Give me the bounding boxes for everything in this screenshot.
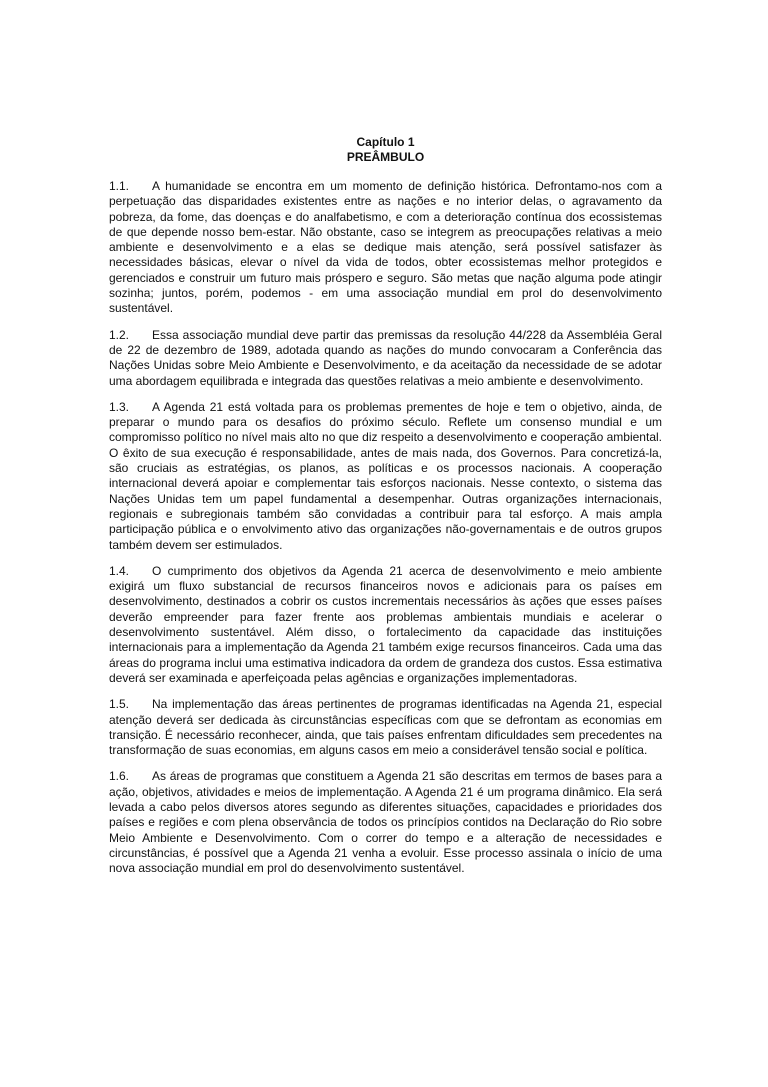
paragraph-number: 1.6. xyxy=(109,769,130,784)
document-page xyxy=(109,135,662,887)
paragraph-number: 1.3. xyxy=(109,399,130,414)
paragraph-number: 1.2. xyxy=(109,327,130,342)
chapter-title: PREÂMBULO xyxy=(346,150,425,164)
paragraph-text: As áreas de programas que constituem a Agenda 21 são descritas em termos de bases para a ação, objetivos, atividades e meios de implementação. A Agenda 21 é um programa dinâmico. Ela será levada a cabo pelos diversos atores segundo as diferentes situações, capacidades e prioridades dos países e regiões e com plena observância de todos os princípios contidos na Declaração do Rio sobre Meio Ambiente e Desenvolvimento. Com o correr do tempo e a alteração de necessidades e circunstâncias, é possível que a Agenda 21 venha a evoluir. Esse processo assinala o início de uma nova associação mundial em prol do desenvolvimento sustentável. xyxy=(109,769,662,876)
paragraph-text: Essa associação mundial deve partir das premissas da resolução 44/228 da Assembléia Geral de 22 de dezembro de 1989, adotada quando as nações do mundo convocaram a Conferência das Nações Unidas sobre Meio Ambiente e Desenvolvimento, e da aceitação da necessidade de se adotar uma abordagem equilibrada e integrada das questões relativas a meio ambiente e desenvolvimento. xyxy=(109,327,662,388)
chapter-number: Capítulo 1 xyxy=(356,135,415,149)
paragraph-1-6 xyxy=(109,769,662,876)
paragraph-text: O cumprimento dos objetivos da Agenda 21 acerca de desenvolvimento e meio ambiente exigirá um fluxo substancial de recursos financeiros novos e adicionais para os países em desenvolvimento, destinados a cobrir os custos incrementais necessários às ações que esses países deverão empreender para fazer frente aos problemas ambientais mundiais e acelerar o desenvolvimento sustentável. Além disso, o fortalecimento da capacidade das instituições internacionais para a implementação da Agenda 21 também exige recursos financeiros. Cada uma das áreas do programa inclui uma estimativa indicadora da ordem de grandeza dos custos. Essa estimativa deverá ser examinada e aperfeiçoada pelas agências e organizações implementadoras. xyxy=(109,563,662,685)
paragraph-text: A Agenda 21 está voltada para os problemas prementes de hoje e tem o objetivo, ainda, de preparar o mundo para os desafios do próximo século. Reflete um consenso mundial e um compromisso político no nível mais alto no que diz respeito a desenvolvimento e cooperação ambiental. O êxito de sua execução é responsabilidade, antes de mais nada, dos Governos. Para concretizá-la, são cruciais as estratégias, os planos, as políticas e os processos nacionais. A cooperação internacional deverá apoiar e complementar tais esforços nacionais. Nesse contexto, o sistema das Nações Unidas tem um papel fundamental a desempenhar. Outras organizações internacionais, regionais e subregionais também são convidadas a contribuir para tal esforço. A mais ampla participação pública e o envolvimento ativo das organizações não-governamentais e de outros grupos também devem ser estimulados. xyxy=(109,399,662,552)
paragraph-1-2 xyxy=(109,328,662,389)
paragraph-1-1 xyxy=(109,179,662,317)
paragraph-number: 1.1. xyxy=(109,179,130,193)
paragraph-1-3 xyxy=(109,400,662,553)
paragraph-text: Na implementação das áreas pertinentes de programas identificadas na Agenda 21, especial atenção deverá ser dedicada às circunstâncias específicas com que se defrontam as economias em transição. É necessário reconhecer, ainda, que tais países enfrentam dificuldades sem precedentes na transformação de suas economias, em alguns casos em meio a considerável tensão social e política. xyxy=(109,697,662,758)
paragraph-number: 1.4. xyxy=(109,563,130,578)
paragraph-number: 1.5. xyxy=(109,697,130,712)
chapter-heading xyxy=(109,135,662,165)
paragraph-1-5 xyxy=(109,697,662,758)
paragraph-text: A humanidade se encontra em um momento de definição histórica. Defrontamo-nos com a perpetuação das disparidades existentes entre as nações e no interior delas, o agravamento da pobreza, da fome, das doenças e do analfabetismo, e com a deterioração contínua dos ecossistemas de que depende nosso bem-estar. Não obstante, caso se integrem as preocupações relativas a meio ambiente e desenvolvimento e a elas se dedique mais atenção, será possível satisfazer às necessidades básicas, elevar o nível da vida de todos, obter ecossistemas melhor protegidos e gerenciados e construir um futuro mais próspero e seguro. São metas que nação alguma pode atingir sozinha; juntos, porém, podemos - em uma associação mundial em prol do desenvolvimento sustentável. xyxy=(109,179,662,316)
paragraph-1-4 xyxy=(109,564,662,686)
